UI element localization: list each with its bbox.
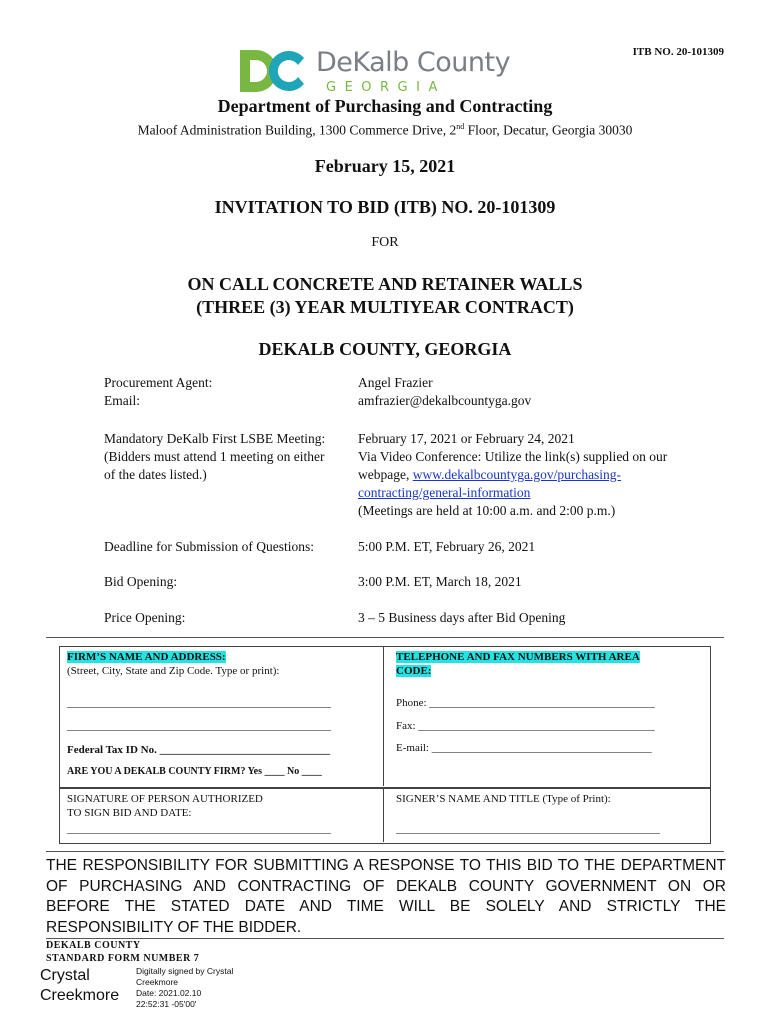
firm-name-heading-text: FIRM’S NAME AND ADDRESS: (67, 651, 226, 663)
email-field[interactable]: E-mail: ________________________________________ (396, 742, 652, 754)
department-address (0, 122, 770, 139)
logo-county-name: DeKalb County (316, 47, 511, 78)
responsibility-top-rule (46, 851, 724, 852)
meeting-webpage-prefix: webpage, (358, 467, 413, 482)
digital-signature-line-2: Creekmore (136, 977, 179, 987)
firm-address-hint: (Street, City, State and Zip Code. Type or print): (67, 665, 280, 677)
fax-field[interactable]: Fax: ___________________________________________ (396, 720, 655, 732)
phone-fax-heading-1-text: TELEPHONE AND FAX NUMBERS WITH AREA (396, 651, 640, 663)
email-label: Email: (104, 393, 140, 408)
federal-tax-id-field[interactable]: Federal Tax ID No. _______________________________ (67, 744, 331, 756)
meeting-label-3: of the dates listed.) (104, 467, 207, 482)
phone-field[interactable]: Phone: _________________________________________ (396, 697, 655, 709)
meeting-conference: Via Video Conference: Utilize the link(s) supplied on our (358, 449, 668, 464)
project-title-line-1: ON CALL CONCRETE AND RETAINER WALLS (187, 274, 583, 294)
project-title-line-2: (THREE (3) YEAR MULTIYEAR CONTRACT) (196, 297, 574, 317)
digital-signature-line-4: 22:52:31 -05'00' (136, 999, 197, 1009)
price-opening-label: Price Opening: (104, 610, 186, 625)
for-text: FOR (371, 235, 399, 250)
footer-form-number: STANDARD FORM NUMBER 7 (46, 953, 200, 964)
meeting-label-2: (Bidders must attend 1 meeting on either (104, 449, 325, 464)
responsibility-statement: THE RESPONSIBILITY FOR SUBMITTING A RESPONSE TO THIS BID TO THE DEPARTMENT OF PURCHASING AND CONTRACTING OF DEKALB COUNTY GOVERNMENT ON OR BEFORE THE STATED DATE AND TIME WILL BE SOLELY AND STRICTLY THE RESPONSIBILITY OF THE BIDDER. (46, 857, 726, 936)
logo-state-name: GEORGIA (326, 80, 446, 95)
agent-value: Angel Frazier (358, 375, 433, 390)
signature-line[interactable]: ________________________________________________ (67, 823, 331, 835)
bid-opening-value: 3:00 P.M. ET, March 18, 2021 (358, 574, 522, 589)
department-title: Department of Purchasing and Contracting (217, 96, 553, 116)
firm-box-divider (383, 646, 384, 786)
signature-box-divider (383, 788, 384, 842)
signer-name-line[interactable]: ________________________________________________ (396, 823, 660, 835)
firm-name-heading (67, 650, 226, 664)
meeting-dates: February 17, 2021 or February 24, 2021 (358, 431, 575, 446)
meeting-link[interactable]: www.dekalbcountyga.gov/purchasing- (412, 467, 622, 482)
bid-opening-label: Bid Opening: (104, 574, 178, 589)
digital-signature-line-3: Date: 2021.02.10 (136, 988, 202, 998)
agent-label: Procurement Agent: (104, 375, 213, 390)
meeting-link-part-2[interactable]: contracting/general-information (358, 485, 531, 500)
phone-fax-heading-2 (396, 664, 431, 678)
questions-value: 5:00 P.M. ET, February 26, 2021 (358, 539, 536, 554)
responsibility-bottom-rule (46, 938, 724, 939)
digital-signature-line-1: Digitally signed by Crystal (136, 966, 234, 976)
firm-address-line-2[interactable]: ________________________________________________ (67, 720, 331, 732)
firm-address-line-1[interactable]: ________________________________________________ (67, 697, 331, 709)
questions-label: Deadline for Submission of Questions: (104, 539, 314, 554)
itb-title: INVITATION TO BID (ITB) NO. 20-101309 (214, 197, 556, 217)
address-part-2: Floor, Decatur, Georgia 30030 (464, 122, 633, 138)
address-part-1: Maloof Administration Building, 1300 Commerce Drive, 2 (137, 122, 457, 138)
signature-label-1: SIGNATURE OF PERSON AUTHORIZED (67, 793, 263, 805)
address-ordinal: nd (456, 122, 465, 131)
digital-signature-first-name: Crystal (40, 967, 90, 984)
dekalb-logo-icon (238, 46, 308, 96)
itb-number: ITB NO. 20-101309 (632, 46, 724, 58)
signer-name-label: SIGNER’S NAME AND TITLE (Type of Print): (396, 793, 611, 805)
dekalb-firm-question[interactable]: ARE YOU A DEKALB COUNTY FIRM? Yes ____ No ____ (67, 766, 322, 777)
document-date: February 15, 2021 (314, 156, 456, 176)
digital-signature-last-name: Creekmore (40, 987, 120, 1004)
meeting-link-continued[interactable] (358, 484, 530, 502)
email-value: amfrazier@dekalbcountyga.gov (358, 393, 532, 408)
phone-fax-heading-2-text: CODE: (396, 665, 432, 677)
price-opening-value: 3 – 5 Business days after Bid Opening (358, 610, 566, 625)
footer-county: DEKALB COUNTY (46, 940, 141, 951)
meeting-webpage-line (358, 466, 621, 484)
phone-fax-heading-1 (396, 650, 640, 664)
signature-label-2: TO SIGN BID AND DATE: (67, 807, 192, 819)
meeting-times: (Meetings are held at 10:00 a.m. and 2:00 p.m.) (358, 503, 616, 518)
county-title: DEKALB COUNTY, GEORGIA (258, 339, 512, 359)
meeting-label-1: Mandatory DeKalb First LSBE Meeting: (104, 431, 326, 446)
section-divider (46, 637, 724, 638)
